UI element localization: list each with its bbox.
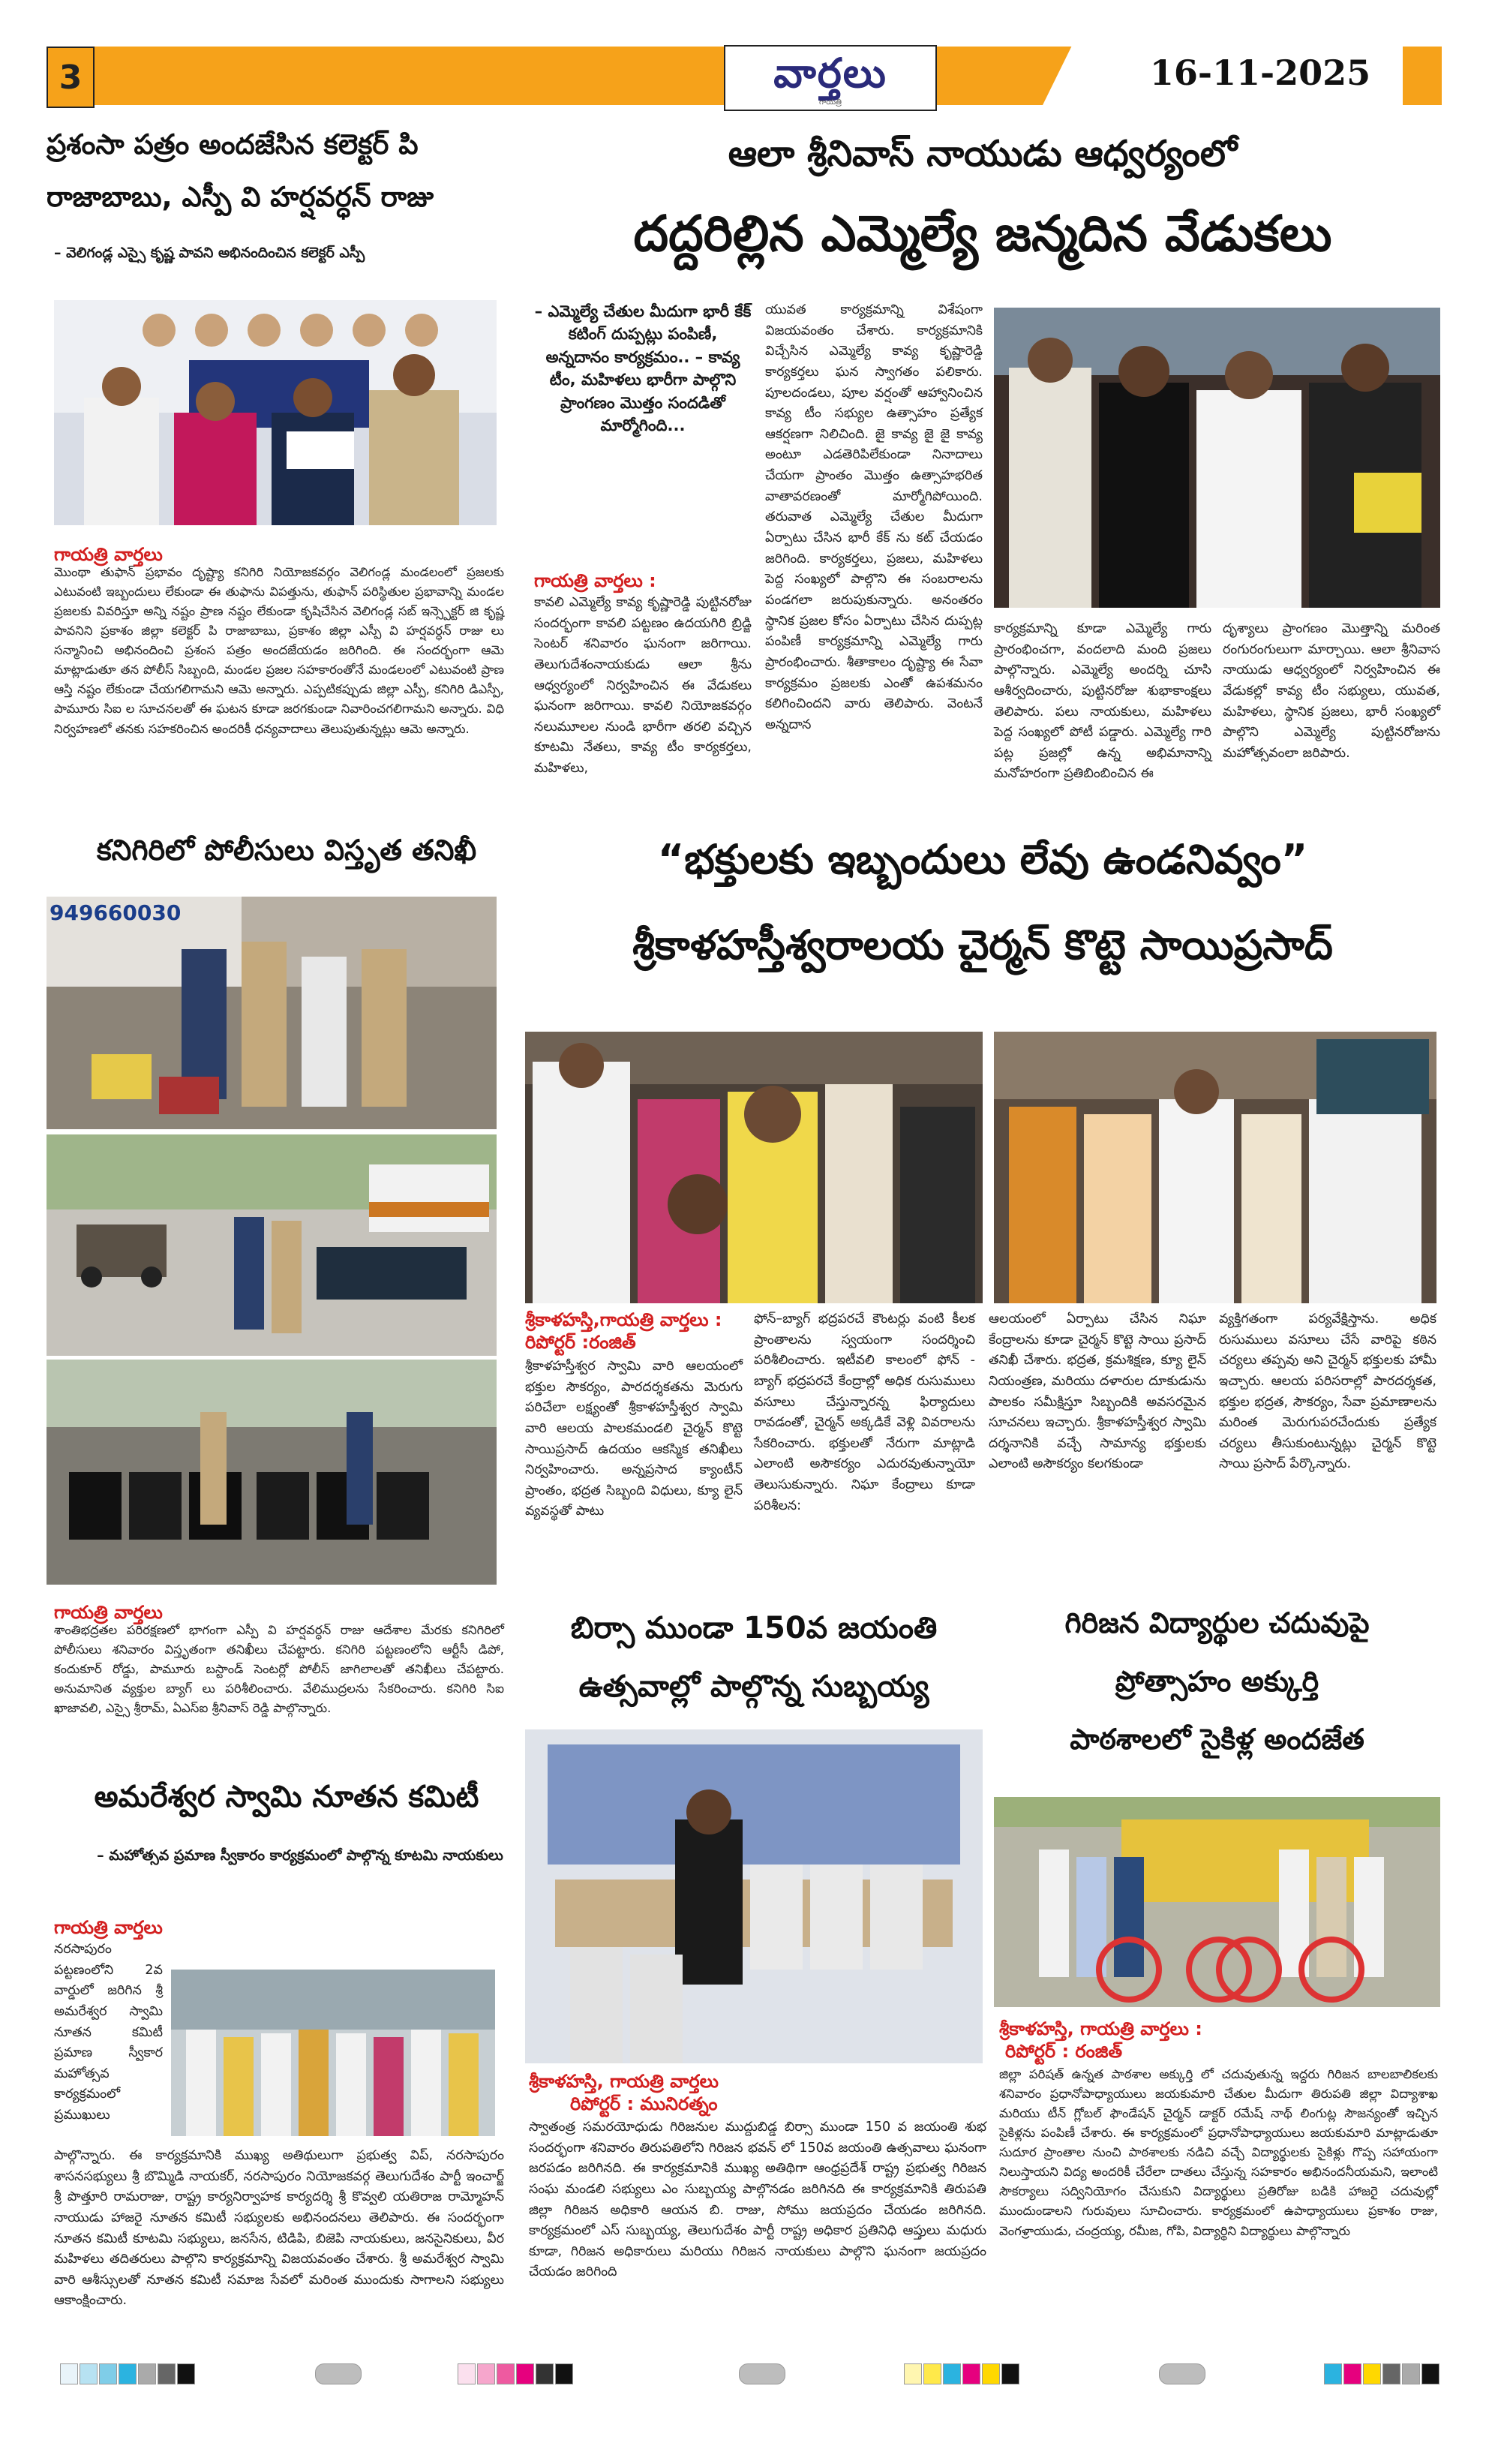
story7-headline-line3: పాఠశాలలో సైకిళ్ల అందజేత bbox=[1070, 1723, 1364, 1756]
story2-col2: యువత కార్యక్రమాన్ని విశేషంగా విజయవంతం చేశారు. కార్యక్రమానికి విచ్చేసిన ఎమ్మెల్యే కావ్య కృష్ణారెడ్డి కార్యకర్తలు ఘన స్వాగతం పలికారు. పూలదండలు, పూల వర్షంతో ఆహ్వానించిన కావ్య టీం సభ్యుల ఉత్సాహం ప్రత్యేక ఆకర్షణగా నిలిచింది. జై కావ్య జై జై కావ్య అంటూ ఎడతెరిపిలేకుండా నినాదాలు చేయగా ప్రాంతం మొత్తం ఉత్సాహభరిత వాతావరణంతో మార్మోగిపోయింది. తరువాత ఎమ్మెల్యే చేతుల మీదుగా ఏర్పాటు చేసిన భారీ కేక్ ను కట్ చేయడం జరిగింది. కార్యకర్తలు, ప్రజలు, మహిళలు పెద్ద సంఖ్యలో పాల్గొని ఈ సంబరాలను పండగలా జరుపుకున్నారు. అనంతరం స్థానిక ప్రజల కోసం ఏర్పాటు చేసిన దుప్పట్ల పంపిణీ కార్యక్రమాన్ని ఎమ్మెల్యే గారు ప్రారంభించారు. శీతాకాలం దృష్ట్యా ఈ సేవా కార్యక్రమం ప్రజలకు ఎంతో ఉపశమనం కలిగించిందని వారు తెలిపారు. వెంటనే అన్నదాన bbox=[765, 302, 983, 732]
story4-col1: శ్రీకాళహస్తీశ్వర స్వామి వారి ఆలయంలో భక్తుల సౌకర్యం, పారదర్శకతను మెరుగు పరిచేలా లక్ష్యంతో శ్రీకాళహస్తీశ్వర స్వామి వారి ఆలయ పాలకమండలి చైర్మన్ కొట్టె సాయిప్రసాద్ ఉదయం ఆకస్మిక తనిఖీలు నిర్వహించారు. అన్నప్రసాద క్యాంటీన్ ప్రాంతం, భద్రత సిబ్బంది విధులు, క్యూ లైన్ వ్యవస్థతో పాటు bbox=[525, 1359, 743, 1519]
story4-photo-2 bbox=[994, 1032, 1436, 1303]
story1-headline-line1: ప్రశంసా పత్రం అందజేసిన కలెక్టర్ పి bbox=[47, 128, 419, 161]
story7-byline-place: శ్రీకాళహస్తి, గాయత్రి వార్తలు : bbox=[999, 2018, 1202, 2039]
story4-headline-line2: శ్రీకాళహస్తీశ్వరాలయ చైర్మన్ కొట్టె సాయిప్రసాద్ bbox=[632, 921, 1333, 969]
story6-body: స్వాతంత్ర సమరయోధుడు గిరిజనుల ముద్దుబిడ్డ బిర్సా ముండా 150 వ జయంతి శుభ సందర్భంగా శనివారం తిరుపతిలోని గిరిజన భవన్ లో 150వ జయంతి ఉత్సవాలు ఘనంగా జరపడం జరిగినది. ఈ కార్యక్రమానికి ముఖ్య అతిథిగా ఆంధ్రప్రదేశ్ రాష్ట్ర ప్రభుత్వ గిరిజన సంఘ మండలి సభ్యులు ఎం సుబ్బయ్య పాల్గొనడం జరిగినది ఈ కార్యక్రమానికి తిరుపతి జిల్లా గిరిజన అధికారి ఆయన బి. రాజు, సోము జయప్రదం చేయడం జరిగినది. కార్యక్రమంలో ఎస్ సుబ్బయ్య, తెలుగుదేశం పార్టీ రాష్ట్ర అధికార ప్రతినిధి ఆప్తులు మధురు కూడా, గిరిజన అధికారులు మరియు గిరిజన నాయకులు పాల్గొని ఘనంగా జయప్రదం చేయడం జరిగింది bbox=[529, 2120, 986, 2280]
story5-byline: గాయత్రి వార్తలు bbox=[54, 1917, 163, 1938]
story3-photo-1 bbox=[47, 897, 497, 1129]
story6-byline-place: శ్రీకాళహస్తి, గాయత్రి వార్తలు bbox=[529, 2071, 719, 2092]
story6-headline bbox=[525, 1609, 983, 1705]
paper-name: వార్తలు bbox=[773, 49, 887, 97]
story6-photo bbox=[525, 1729, 983, 2063]
story3-headline: కనిగిరిలో పోలీసులు విస్తృత తనిఖీ bbox=[96, 834, 477, 867]
story4-col3: ఆలయంలో ఏర్పాటు చేసిన నిఘా కేంద్రాలను కూడా చైర్మన్ కొట్టె సాయి ప్రసాద్ తనిఖీ చేశారు. భద్రత, క్రమశిక్షణ, క్యూ లైన్ నియంత్రణ, మరియు దళారుల దూకుడును పాలకం సమీక్షిస్తూ సిబ్బందికి అవసరమైన సూచనలు ఇచ్చారు. శ్రీకాళహస్తీశ్వర స్వామి దర్శనానికి వచ్చే సామాన్య భక్తులకు ఎలాంటి అసౌకర్యం కలగకుండా bbox=[989, 1312, 1206, 1472]
story2-col3: కార్యక్రమాన్ని కూడా ఎమ్మెల్యే గారు ప్రారంభించగా, వందలాది మంది ప్రజలు పాల్గొన్నారు. ఎమ్మెల్యే అందర్ని చూసి ఆశీర్వదించారు, పుట్టినరోజు శుభాకాంక్షలు తెలిపారు. పలు నాయకులు, మహిళలు పెద్ద సంఖ్యలో పోటీ పడ్డారు. ఎమ్మెల్యే గారి పట్ల ప్రజల్లో ఉన్న అభిమానాన్ని మనోహరంగా ప్రతిబింబించిన ఈ bbox=[994, 621, 1211, 782]
story3-photo-2 bbox=[47, 1134, 497, 1356]
story2-headline bbox=[525, 131, 1440, 266]
story7-photo bbox=[994, 1797, 1440, 2007]
story3-body: శాంతిభద్రతల పరిరక్షణలో భాగంగా ఎస్పీ వి హర్షవర్ధన్ రాజు ఆదేశాల మేరకు కనిగిరిలో పోలీసులు శనివారం విస్తృతంగా తనిఖీలు చేపట్టారు. కనిగిరి పట్టణంలోని ఆర్టీసీ డిపో, కందుకూర్ రోడ్డు, పామూరు బస్టాండ్ సెంటర్లో పోలీస్ జాగిలాలతో తనిఖీలు చేపట్టారు. అనుమానిత వ్యక్తుల బ్యాగ్ లు పరిశీలించారు. వేలిముద్రలను సేకరించారు. కనిగిరి సిఐ ఖాజావలి, ఎస్సై శ్రీరామ్, ఏఎస్ఐ శ్రీనివాస్ రెడ్డి పాల్గొన్నారు. bbox=[54, 1623, 504, 1716]
story5-kicker: – మహోత్సవ ప్రమాణ స్వీకారం కార్యక్రమంలో పాల్గొన్న కూటమి నాయకులు bbox=[97, 1847, 503, 1864]
story4-photo-1 bbox=[525, 1032, 983, 1303]
story7-byline-reporter: రిపోర్టర్ : రంజిత్ bbox=[1005, 2041, 1123, 2062]
paper-tagline: గాయత్రి bbox=[819, 98, 842, 107]
color-registration-strip-6 bbox=[1159, 2363, 1207, 2384]
story6-headline-line1: బిర్సా ముండా 150వ జయంతి bbox=[570, 1611, 938, 1645]
story4-col2: ఫోన్–బ్యాగ్ భద్రపరచే కౌంటర్లు వంటి కీలక ప్రాంతాలను స్వయంగా సందర్శించి పరిశీలించారు. ఇటీవలి కాలంలో ఫోన్ - బ్యాగ్ భద్రపరచే కేంద్రాల్లో అధిక రుసుములు వసూలు చేస్తున్నారన్న ఫిర్యాదులు రావడంతో, చైర్మన్ అక్కడికే వెళ్లి వివరాలను సేకరించారు. భక్తులతో నేరుగా మాట్లాడి ఎలాంటి అసౌకర్యం ఎదురవుతున్నాయో తెలుసుకున్నారు. నిఘా కేంద్రాలు కూడా పరిశీలన: bbox=[754, 1312, 975, 1513]
story5-headline: అమరేశ్వర స్వామి నూతన కమిటీ bbox=[94, 1780, 479, 1814]
color-registration-strip-5 bbox=[904, 2363, 1021, 2384]
page-number: 3 bbox=[47, 47, 95, 108]
story5-body: పాల్గొన్నారు. ఈ కార్యక్రమానికి ముఖ్య అతిథులుగా ప్రభుత్వ విప్, నరసాపురం శాసనసభ్యులు శ్రీ బొమ్మిడి నాయకర్, నరసాపురం నియోజకవర్గ తెలుగుదేశం పార్టీ ఇంచార్జ్ శ్రీ పొత్తూరి రామరాజు, రాష్ట్ర కార్యనిర్వాహక కార్యదర్శి శ్రీ కొవ్వలి యతిరాజ రామ్మోహన్ నాయుడు హాజరై నూతన కమిటీ సభ్యులకు అభినందనలు తెలిపారు. ఈ సందర్భంగా నూతన కమిటీ కూటమి సభ్యులు, జనసేన, టిడిపి, బిజెపి నాయకులు, జనసైనికులు, వీర మహిళలు తదితరులు పాల్గొని కార్యక్రమాన్ని విజయవంతం చేశారు. శ్రీ అమరేశ్వర స్వామి వారి ఆశీస్సులతో నూతన కమిటీ సమాజ సేవలో మరింత ముందుకు సాగాలని సభ్యులు ఆకాంక్షించారు. bbox=[54, 2148, 504, 2309]
story1-body: మొంథా తుఫాన్ ప్రభావం దృష్ట్యా కనిగిరి నియోజకవర్గం వెలిగండ్ల మండలంలో ప్రజలకు ఎటువంటి ఇబ్బందులు లేకుండా ఈ తుఫాను విపత్తును, తుఫాన్ పరిస్థితుల ప్రభావాన్ని మండల ప్రజలకు వివరిస్తూ అన్ని నష్టం ప్రాణ నష్టం లేకుండా కృషిచేసిన వెలిగండ్ల సబ్ ఇన్స్పెక్టర్ జి కృష్ణ పావనిని ప్రకాశం జిల్లా కలెక్టర్ పి రాజాబాబు, ప్రకాశం జిల్లా ఎస్పీ వి హర్షవర్ధన్ రాజు లు సన్మానించి అభినందించి ప్రశంస పత్రం అందజేయడం జరిగింది. ఈ సందర్భంగా ఆమె మాట్లాడుతూ తన పోలీస్ సిబ్బంది, మండల ప్రజల సహకారంతోనే మండలంలో ఎటువంటి ప్రాణ ఆస్తి నష్టం లేకుండా చేయగలిగామని ఆమె అన్నారు. ఎప్పటికప్పుడు జిల్లా ఎస్పీ, కనిగిరి డిఎస్పీ, పామూరు సిఐ ల సూచనలతో ఈ ఘటన కూడా జరగకుండా నివారించగలిగామని అన్నారు. విధి నిర్వహణలో తనకు సహకరించిన అందరికీ ధన్యవాదాలు తెలుపుతున్నట్లు ఆమె అన్నారు. bbox=[54, 565, 504, 736]
story5-lead: నరసాపురం పట్టణంలోని 2వ వార్డులో జరిగిన శ్రీ అమరేశ్వర స్వామి నూతన కమిటీ ప్రమాణ స్వీకార మహోత్సవ కార్యక్రమంలో ప్రముఖులు bbox=[54, 1942, 163, 2123]
story2-col4: దృశ్యాలు ప్రాంగణం మొత్తాన్ని మరింత రంగురంగులుగా మార్చాయి. ఆలా శ్రీనివాస నాయుడు ఆధ్వర్యంలో నిర్వహించిన ఈ వేడుకల్లో కావ్య టీం సభ్యులు, యువత, మహిళలు, స్థానిక ప్రజలు, భారీ సంఖ్యలో పాల్గొని ఎమ్మెల్యే పుట్టినరోజును మహోత్సవంలా జరిపారు. bbox=[1223, 621, 1440, 761]
story5-photo bbox=[171, 1970, 495, 2136]
story1-headline bbox=[47, 128, 527, 215]
story3-photo-caption: 949660030 bbox=[50, 900, 182, 925]
story7-headline-line2: ప్రోత్సాహం అక్కుర్తి bbox=[1115, 1664, 1319, 1698]
story6-byline-reporter: రిపోర్టర్ : మునిరత్నం bbox=[570, 2093, 718, 2114]
story3-photo-3 bbox=[47, 1360, 497, 1585]
story7-headline bbox=[994, 1606, 1440, 1758]
story2-photo bbox=[994, 308, 1440, 608]
story7-body: జిల్లా పరిషత్ ఉన్నత పాఠశాల అక్కుర్తి లో చదువుతున్న ఇద్దరు గిరిజన బాలబాలికలకు శనివారం ప్రధానోపాధ్యాయులు జయకుమారి చేతుల మీదుగా తిరుపతి జిల్లా విద్యాశాఖ మరియు టీన్ గ్లోబల్ ఫౌండేషన్ చైర్మన్ డాక్టర్ రమేష్ నాథ్ లింగుట్ల సౌజన్యంతో ఇచ్చిన సైకిళ్లను పంపిణీ చేశారు. ఈ కార్యక్రమంలో ప్రధానోపాధ్యాయులు జయకుమారి మాట్లాడుతూ సుదూర ప్రాంతాల నుంచి పాఠశాలకు నడిచి వచ్చే విద్యార్థులకు సైకిళ్లు గొప్ప సహాయంగా నిలుస్తాయని విద్య అందరికీ చేరేలా దాతలు చేస్తున్న సహకారం అభినందనీయమని, ఇలాంటి సౌకర్యాలు సద్వినియోగం చేసుకుని విద్యార్థులు ప్రతిరోజు బడికి హాజరై చదువుల్లో ముందుండాలని గురువులు సూచించారు. కార్యక్రమంలో ఉపాధ్యాయులు ప్రకాశం రాజు, వెంగళ్రాయుడు, చంద్రయ్య, రమీజ, గోపి, విద్యార్థిని విద్యార్థులు పాల్గొన్నారు bbox=[999, 2067, 1438, 2238]
story2-headline-line2: దద్దరిల్లిన ఎమ్మెల్యే జన్మదిన వేడుకలు bbox=[633, 205, 1332, 263]
story4-headline bbox=[525, 834, 1440, 970]
color-registration-strip-3 bbox=[458, 2363, 575, 2384]
story1-byline: గాయత్రి వార్తలు bbox=[54, 544, 163, 565]
story3-byline: గాయత్రి వార్తలు bbox=[54, 1602, 163, 1623]
masthead-logo bbox=[724, 45, 937, 111]
story7-headline-line1: గిరిజన విద్యార్థుల చదువుపై bbox=[1064, 1606, 1370, 1639]
story4-headline-line1: “భక్తులకు ఇబ్బందులు లేవు ఉండనివ్వం” bbox=[657, 836, 1308, 883]
story2-headline-line1: ఆలా శ్రీనివాస్ నాయుడు ఆధ్వర్యంలో bbox=[728, 133, 1238, 175]
story2-col1: కావలి ఎమ్మెల్యే కావ్య కృష్ణారెడ్డి పుట్టినరోజు సందర్భంగా కావలి పట్టణం ఉదయగిరి బ్రిడ్జి సెంటర్ శనివారం ఘనంగా జరిగాయి. తెలుగుదేశంనాయకుడు ఆలా శ్రీను ఆధ్వర్యంలో నిర్వహించిన ఈ వేడుకలు ఘనంగా జరిగాయి. కావలి నియోజకవర్గం నలుమూలల నుండి భారీగా తరలి వచ్చిన కూటమి నేతలు, కావ్య టీం కార్యకర్తలు, మహిళలు, bbox=[534, 595, 752, 777]
issue-date: 16-11-2025 bbox=[1149, 53, 1371, 93]
story4-byline-place: శ్రీకాళహస్తి,గాయత్రి వార్తలు : bbox=[525, 1309, 722, 1330]
story6-headline-line2: ఉత్సవాల్లో పాల్గొన్న సుబ్బయ్య bbox=[578, 1669, 929, 1704]
story4-byline-reporter: రిపోర్టర్ :రంజిత్ bbox=[525, 1332, 636, 1353]
color-registration-strip-4 bbox=[739, 2363, 787, 2384]
story1-kicker: – వెలిగండ్ల ఎస్సై కృష్ణ పావని అభినందించిన కలెక్టర్ ఎస్పీ bbox=[54, 245, 365, 261]
story2-highlights: – ఎమ్మెల్యే చేతుల మీదుగా భారీ కేక్ కటింగ్ దుప్పట్లు పంపిణీ, అన్నదానం కార్యక్రమం.. – కావ్య టీం, మహిళలు భారీగా పాల్గొని ప్రాంగణం మొత్తం సందడితో మార్మోగింది... bbox=[534, 302, 752, 435]
color-registration-strip-1 bbox=[60, 2363, 197, 2384]
story1-photo bbox=[54, 300, 497, 525]
color-registration-strip-2 bbox=[315, 2363, 363, 2384]
story2-byline: గాయత్రి వార్తలు : bbox=[534, 570, 656, 591]
story1-headline-line2: రాజాబాబు, ఎస్పీ వి హర్షవర్ధన్ రాజు bbox=[47, 181, 434, 214]
color-registration-strip-7 bbox=[1324, 2363, 1441, 2384]
story4-col4: వ్యక్తిగతంగా పర్యవేక్షిస్తాను. అధిక రుసుములు వసూలు చేసే వారిపై కఠిన చర్యలు తప్పవు అని చైర్మన్ భక్తులకు హామీ ఇచ్చారు. ఆలయ పరిసరాల్లో పారదర్శకత, భక్తుల భద్రత, సౌకర్యం, సేవా ప్రమాణాలను మరింత మెరుగుపరచేందుకు ప్రత్యేక చర్యలు తీసుకుంటున్నట్లు చైర్మన్ కొట్టె సాయి ప్రసాద్ పేర్కొన్నారు. bbox=[1219, 1312, 1436, 1472]
